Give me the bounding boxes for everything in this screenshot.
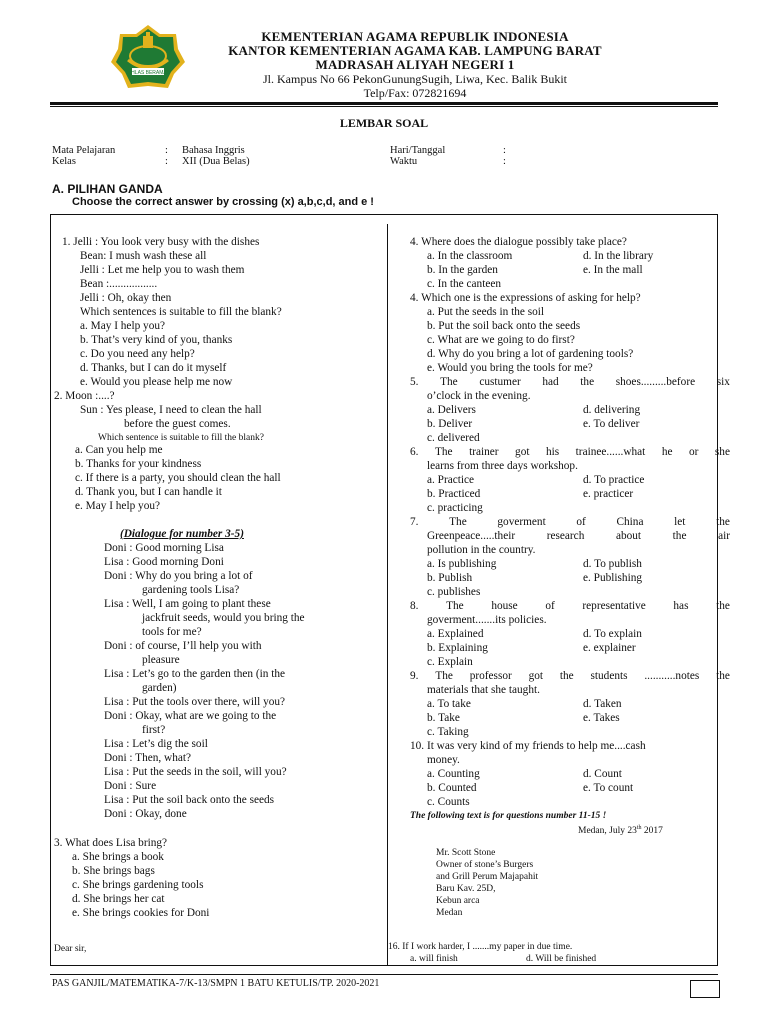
question-7: 7. The goverment of China let the [410,516,730,528]
question-6: 6. The trainer got his trainee......what he or she [410,446,730,458]
page-title: LEMBAR SOAL [339,116,429,130]
answer-option[interactable]: a. Put the seeds in the soil [427,306,545,318]
question-8: 8. The house of representative has the [410,600,730,612]
dialogue-line: Sun : Yes please, I need to clean the hall [80,404,262,416]
meta-day-label: Hari/Tanggal [390,145,446,156]
question-text: goverment.......its policies. [427,614,547,626]
answer-option[interactable]: e. May I help you? [75,500,161,512]
letter-date: Medan, July 23th 2017 [578,825,663,837]
section-instruction: Choose the correct answer by crossing (x) a,b,c,d, and e ! [72,196,374,208]
meta-colon: : [165,156,168,167]
dialogue-line: Lisa : Well, I am going to plant these [104,598,271,610]
answer-option[interactable]: b. Practiced [427,488,481,500]
question-9: 9. The professor got the students ...........notes the [410,670,730,682]
answer-option[interactable]: d. Taken [583,698,622,710]
question-text: materials that she taught. [427,684,540,696]
answer-option[interactable]: e. To count [583,782,634,794]
dialogue-line: jackfruit seeds, would you bring the [142,612,305,624]
dialogue-line: Doni : Good morning Lisa [104,542,224,554]
dialogue-line: Doni : Okay, done [104,808,187,820]
answer-option[interactable]: b. Explaining [427,642,488,654]
answer-option[interactable]: a. will finish [410,954,458,964]
letter-address: Kebun arca [436,896,480,906]
answer-option[interactable]: e. Would you bring the tools for me? [427,362,593,374]
answer-option[interactable]: b. In the garden [427,264,498,276]
dialogue-line: Doni : of course, I’ll help you with [104,640,262,652]
question-text: money. [427,754,460,766]
meta-colon: : [503,145,506,156]
dialogue-heading: (Dialogue for number 3-5) [120,528,244,540]
dialogue-line: Doni : Okay, what are we going to the [104,710,277,722]
answer-option[interactable]: e. Would you please help me now [80,376,233,388]
answer-option[interactable]: c. Taking [427,726,469,738]
meta-class-label: Kelas [52,156,76,167]
answer-option[interactable]: a. Explained [427,628,484,640]
dialogue-line: before the guest comes. [124,418,231,430]
letter-address: Mr. Scott Stone [436,848,496,858]
dialogue-line: Bean: I mush wash these all [80,250,207,262]
answer-option[interactable]: b. Publish [427,572,473,584]
dialogue-line: Jelli : Let me help you to wash them [80,264,245,276]
question-10: 10. It was very kind of my friends to help me....cash [410,740,646,752]
answer-option[interactable]: d. To explain [583,628,642,640]
dialogue-line: gardening tools Lisa? [142,584,240,596]
ministry-logo [110,24,186,90]
answer-option[interactable]: e. practicer [583,488,634,500]
answer-option[interactable]: c. delivered [427,432,480,444]
answer-option[interactable]: d. Why do you bring a lot of gardening tools? [427,348,634,360]
dialogue-line: Doni : Sure [104,780,157,792]
question-4: 4. Where does the dialogue possibly take place? [410,236,627,248]
question-5: 5. The custumer had the shoes.........before six [410,376,730,388]
answer-option[interactable]: e. In the mall [583,264,643,276]
dialogue-line: Lisa : Let’s dig the soil [104,738,208,750]
answer-option[interactable]: c. practicing [427,502,483,514]
answer-option[interactable]: b. Take [427,712,460,724]
dialogue-line: Lisa : Good morning Doni [104,556,224,568]
letter-salutation: Dear sir, [54,944,87,954]
answer-option[interactable]: d. Count [583,768,622,780]
answer-option[interactable]: c. If there is a party, you should clean the hall [75,472,281,484]
answer-option[interactable]: d. She brings her cat [72,893,165,905]
answer-option[interactable]: a. Counting [427,768,480,780]
dialogue-line: first? [142,724,166,736]
answer-option[interactable]: a. Practice [427,474,475,486]
column-divider [387,224,388,966]
answer-option[interactable]: e. To deliver [583,418,640,430]
answer-option[interactable]: b. Counted [427,782,477,794]
answer-option[interactable]: d. delivering [583,404,641,416]
answer-option[interactable]: c. Counts [427,796,470,808]
answer-option[interactable]: d. Thank you, but I can handle it [75,486,222,498]
answer-option[interactable]: a. Delivers [427,404,476,416]
dialogue-line: pleasure [142,654,180,666]
answer-option[interactable]: d. Will be finished [526,954,597,964]
question-text: o’clock in the evening. [427,390,531,402]
answer-option[interactable]: c. What are we going to do first? [427,334,575,346]
letterhead-address: Jl. Kampus No 66 PekonGunungSugih, Liwa, Kec. Balik Bukit [263,72,567,86]
answer-option[interactable]: b. She brings bags [72,865,155,877]
question-3: 3. What does Lisa bring? [54,837,168,849]
page-number-box [690,980,720,998]
meta-colon: : [165,145,168,156]
letter-address: Owner of stone’s Burgers [436,860,534,870]
letter-address: Medan [436,908,463,918]
header-rule [50,102,718,105]
dialogue-line: Lisa : Put the seeds in the soil, will you? [104,766,287,778]
dialogue-line: tools for me? [142,626,202,638]
dialogue-line: Doni : Why do you bring a lot of [104,570,253,582]
question-prompt: Which sentence is suitable to fill the blank? [98,433,264,443]
question-text: Greenpeace.....their research about the air [427,530,730,542]
answer-option[interactable]: d. In the library [583,250,654,262]
meta-class-value: XII (Dua Belas) [182,156,250,167]
answer-option[interactable]: b. That’s very kind of you, thanks [80,334,233,346]
answer-option[interactable]: a. She brings a book [72,851,164,863]
question-text: pollution in the country. [427,544,536,556]
dialogue-line: Lisa : Put the tools over there, will you? [104,696,286,708]
answer-option[interactable]: a. In the classroom [427,250,513,262]
answer-option[interactable]: c. In the canteen [427,278,502,290]
answer-option[interactable]: b. Deliver [427,418,473,430]
answer-option[interactable]: d. To publish [583,558,642,570]
answer-option[interactable]: e. She brings cookies for Doni [72,907,210,919]
meta-time-label: Waktu [390,156,418,167]
footer-rule [50,974,718,975]
answer-option[interactable]: c. Do you need any help? [80,348,195,360]
dialogue-line: Lisa : Let’s go to the garden then (in the [104,668,286,680]
answer-option[interactable]: c. publishes [427,586,481,598]
letterhead-ministry: KEMENTERIAN AGAMA REPUBLIK INDONESIA [261,29,569,44]
answer-option[interactable]: b. Thanks for your kindness [75,458,202,470]
question-prompt: Which sentences is suitable to fill the blank? [80,306,282,318]
dialogue-line: Bean :................. [80,278,158,290]
reading-intro: The following text is for questions number 11-15 ! [410,811,607,821]
letterhead-phone: Telp/Fax: 072821694 [363,86,467,100]
question-2: 2. Moon :....? [54,390,115,402]
answer-option[interactable]: c. Explain [427,656,473,668]
answer-option[interactable]: a. Is publishing [427,558,497,570]
answer-option[interactable]: d. Thanks, but I can do it myself [80,362,227,374]
dialogue-line: Doni : Then, what? [104,752,192,764]
answer-option[interactable]: d. To practice [583,474,645,486]
dialogue-line: Lisa : Put the soil back onto the seeds [104,794,275,806]
question-4b: 4. Which one is the expressions of asking for help? [410,292,641,304]
letterhead [180,30,650,100]
question-16: 16. If I work harder, I .......my paper in due time. [388,942,573,952]
answer-option[interactable]: e. Takes [583,712,620,724]
answer-option[interactable]: e. explainer [583,642,636,654]
meta-subject-label: Mata Pelajaran [52,145,116,156]
header-rule-thin [50,106,718,107]
page-footer: PAS GANJIL/MATEMATIKA-7/K-13/SMPN 1 BATU KETULIS/TP. 2020-2021 [52,978,380,989]
answer-option[interactable]: c. She brings gardening tools [72,879,204,891]
meta-colon: : [503,156,506,167]
answer-option[interactable]: a. To take [427,698,471,710]
meta-subject-value: Bahasa Inggris [182,145,245,156]
answer-option[interactable]: b. Put the soil back onto the seeds [427,320,581,332]
dialogue-line: Jelli : Oh, okay then [80,292,172,304]
question-1: 1. Jelli : You look very busy with the dishes [62,236,260,248]
answer-option[interactable]: e. Publishing [583,572,642,584]
letterhead-school: MADRASAH ALIYAH NEGERI 1 [315,57,515,72]
answer-option[interactable]: a. May I help you? [80,320,166,332]
answer-option[interactable]: a. Can you help me [75,444,163,456]
section-heading: A. PILIHAN GANDA [52,182,163,196]
dialogue-line: garden) [142,682,177,694]
letterhead-office: KANTOR KEMENTERIAN AGAMA KAB. LAMPUNG BARAT [228,43,602,58]
logo-motto: IKHLAS BERAMAL [126,70,170,76]
question-text: learns from three days workshop. [427,460,578,472]
letter-address: and Grill Perum Majapahit [436,872,539,882]
letter-address: Baru Kav. 25D, [436,884,496,894]
